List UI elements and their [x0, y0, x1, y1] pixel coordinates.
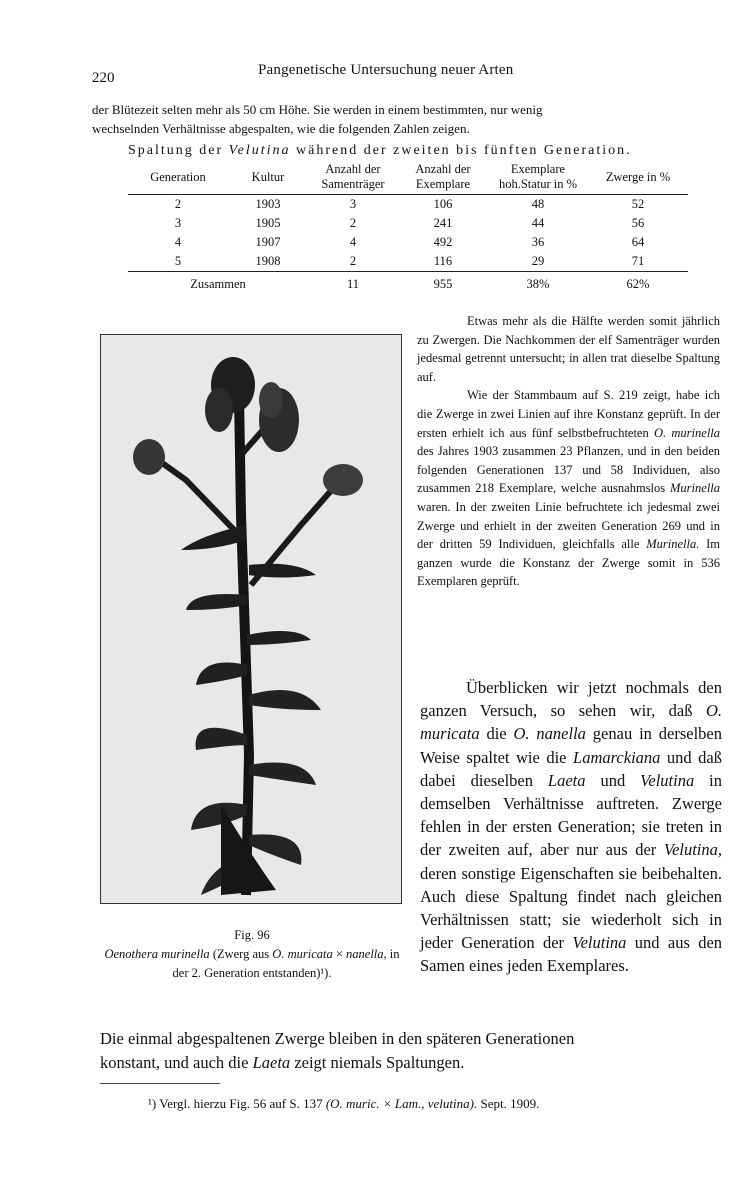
figure-label: Fig. 96: [234, 928, 270, 942]
table-header-row: [128, 160, 688, 195]
intro-paragraph: [92, 100, 722, 138]
col-header: Generation: [150, 169, 206, 184]
plant-photograph: [101, 335, 401, 903]
footnote-rule: [100, 1083, 220, 1084]
col-header: Kultur: [251, 169, 285, 184]
right-column-text: [417, 312, 720, 591]
summary-paragraph: [420, 676, 722, 978]
table-row: 4 1907 4 492 36 64: [174, 235, 645, 249]
closing-paragraph: [100, 1027, 722, 1075]
paragraph: Wie der Stammbaum auf S. 219 zeigt, habe ich die Zwerge in zwei Linien auf ihre Konstanz geprüft. In der ersten erhielt ich aus fünf selbstbefruchteten O. murinella des Jahres 1903 zusammen 23 Pflanzen, und in den beiden folgenden Generationen 137 und 58 Individuen, also zusammen 218 Exemplare, welche ausnahmslos Murinella waren. In der zweiten Linie befruchtete ich jedesmal zwei Zwerge und erhielt in der zweiten Generation 269 und in der dritten 59 Individuen, gleichfalls alle Murinella. Im ganzen wurde die Konstanz der Zwerge somit in 536 Exemplaren geprüft.: [417, 388, 721, 589]
table-row: 3 1905 2 241 44 56: [174, 216, 645, 230]
running-title: Pangenetische Untersuchung neuer Arten: [258, 62, 514, 78]
col-header: Anzahl der Exemplare: [415, 162, 471, 191]
figure-description: Oenothera murinella (Zwerg aus O. muricata × nanella, in der 2. Generation entstanden)¹).: [104, 947, 400, 980]
col-header: Exemplare hoh.Statur in %: [498, 162, 578, 191]
col-header: Anzahl der Samenträger: [321, 162, 385, 191]
page-number: 220: [92, 70, 115, 86]
segregation-table: [128, 160, 688, 294]
figure-photo-plant: [100, 334, 402, 904]
table-row: 2 1903 3 106 48 52: [174, 197, 645, 211]
text-line: konstant, und auch die Laeta zeigt niemals Spaltungen.: [100, 1053, 465, 1072]
paragraph: Überblicken wir jetzt nochmals den ganzen Versuch, so sehen wir, daß O. muricata die O. nanella genau in derselben Weise spaltet wie die Lamarckiana und daß dabei dieselben Laeta und Velutina in demselben Verhältnisse auftreten. Zwerge fehlen in der ersten Generation; sie treten in der zweiten auf, aber nur aus der Velutina, deren sonstige Eigenschaften sie beibehalten. Auch diese Spaltung findet nach gleichen Verhältnissen statt; sie wiederholt sich in jeder Generation der Velutina und aus den Samen eines jeden Exemplares.: [420, 678, 723, 976]
table-total-row: Zusammen 11 955 38% 62%: [128, 272, 688, 295]
figure-caption: [104, 926, 400, 983]
table-title: Spaltung der Velutina während der zweiten bis fünften Generation.: [128, 143, 632, 158]
text-line: Die einmal abgespaltenen Zwerge bleiben in den späteren Generationen: [100, 1029, 575, 1048]
footnote: ¹) Vergl. hierzu Fig. 56 auf S. 137 (O. muric. × Lam., velutina). Sept. 1909.: [148, 1096, 540, 1111]
intro-line: der Blütezeit selten mehr als 50 cm Höhe. Sie werden in einem bestimmten, nur wenig: [92, 102, 543, 117]
intro-line: wechselnden Verhältnisse abgespalten, wie die folgenden Zahlen zeigen.: [92, 121, 470, 136]
table-row: 5 1908 2 116 29 71: [174, 254, 645, 268]
col-header: Zwerge in %: [605, 169, 671, 184]
paragraph: Etwas mehr als die Hälfte werden somit jährlich zu Zwergen. Die Nachkommen der elf Samenträger wurden jedesmal getrennt untersucht; in allen trat dieselbe Spaltung auf.: [417, 314, 720, 384]
